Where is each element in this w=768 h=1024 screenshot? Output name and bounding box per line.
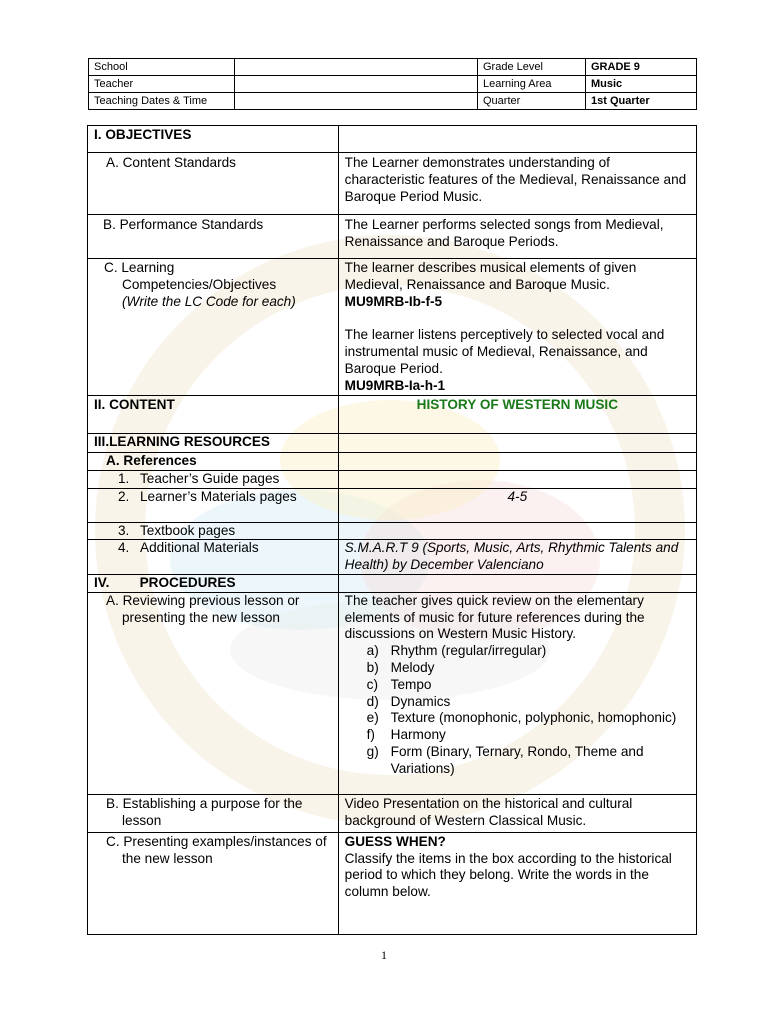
content-value: HISTORY OF WESTERN MUSIC xyxy=(338,396,696,434)
tg-pages-value xyxy=(338,470,696,488)
procedures-title: IV. PROCEDURES xyxy=(88,574,339,592)
resources-empty-cell xyxy=(338,434,696,453)
header-info-table xyxy=(88,58,697,110)
school-label: School xyxy=(89,59,235,76)
competencies-note: (Write the LC Code for each) xyxy=(122,293,296,309)
reviewing-label-cell xyxy=(88,592,339,794)
purpose-label-cell xyxy=(88,794,339,832)
learning-area-value: Music xyxy=(586,76,697,93)
lesson-plan-table xyxy=(87,125,697,935)
competency-code-1: MU9MRB-Ib-f-5 xyxy=(344,293,443,309)
content-title: II. CONTENT xyxy=(88,396,339,434)
presenting-text-cell xyxy=(338,832,696,934)
references-label: A. References xyxy=(88,453,339,471)
tg-pages-label: Teacher’s Guide pages xyxy=(140,470,280,486)
reviewing-label: A. Reviewing previous lesson or presenting the new lesson xyxy=(106,592,300,625)
performance-standards-text: The Learner performs selected songs from Medieval, Renaissance and Baroque Periods. xyxy=(338,215,696,259)
resources-title: III.LEARNING RESOURCES xyxy=(88,434,339,453)
presenting-label-cell xyxy=(88,832,339,934)
lm-pages-label: Learner’s Materials pages xyxy=(140,488,297,504)
list-item: c) Tempo xyxy=(366,676,432,692)
competency-code-2: MU9MRB-Ia-h-1 xyxy=(344,377,446,393)
additional-materials-label: Additional Materials xyxy=(140,540,259,556)
purpose-label: B. Establishing a purpose for the lesson xyxy=(106,795,303,828)
quarter-label: Quarter xyxy=(478,93,586,110)
list-item: b) Melody xyxy=(366,659,435,675)
textbook-pages-num: 3. xyxy=(118,522,130,538)
presenting-text: Classify the items in the box according to the historical period to which they belong. Write the words in the column below. xyxy=(344,850,672,900)
tg-pages-num: 1. xyxy=(118,470,130,486)
competencies-label-1: C. Learning xyxy=(104,260,175,275)
objectives-title: I. OBJECTIVES xyxy=(88,126,339,153)
competencies-cell xyxy=(88,259,339,396)
music-elements-list xyxy=(367,643,690,777)
references-empty-cell xyxy=(338,453,696,471)
competency-text-1: The learner describes musical elements of given Medieval, Renaissance and Baroque Music. xyxy=(344,260,637,292)
quarter-value: 1st Quarter xyxy=(586,93,697,110)
list-item: f) Harmony xyxy=(366,727,446,743)
dates-label: Teaching Dates & Time xyxy=(89,93,235,110)
tg-pages-cell xyxy=(88,470,339,488)
page-number: 1 xyxy=(381,948,387,962)
grade-label: Grade Level xyxy=(478,59,586,76)
list-item: d) Dynamics xyxy=(366,693,451,709)
learning-area-label: Learning Area xyxy=(478,76,586,93)
reviewing-text-cell xyxy=(338,592,696,794)
list-item: a) Rhythm (regular/irregular) xyxy=(366,643,547,659)
content-standards-label: A. Content Standards xyxy=(88,153,339,215)
procedures-empty-cell xyxy=(338,574,696,592)
reviewing-text: The teacher gives quick review on the elementary elements of music for future references during the discussions on Western Music History. xyxy=(344,592,645,642)
lm-pages-num: 2. xyxy=(118,488,130,504)
school-value xyxy=(235,59,478,76)
list-item: e) Texture (monophonic, polyphonic, homophonic) xyxy=(366,710,677,726)
textbook-pages-label: Textbook pages xyxy=(140,522,236,538)
additional-materials-num: 4. xyxy=(118,540,130,556)
competencies-text-cell xyxy=(338,259,696,396)
guess-when-title: GUESS WHEN? xyxy=(344,833,446,849)
purpose-text: Video Presentation on the historical and cultural background of Western Classical Music. xyxy=(338,794,696,832)
lm-pages-cell xyxy=(88,488,339,522)
grade-value: GRADE 9 xyxy=(586,59,697,76)
teacher-label: Teacher xyxy=(89,76,235,93)
textbook-pages-cell xyxy=(88,522,339,540)
content-standards-text: The Learner demonstrates understanding of characteristic features of the Medieval, Renaissance and Baroque Period Music. xyxy=(338,153,696,215)
competencies-label-2: Competencies/Objectives xyxy=(122,276,277,292)
competency-text-2: The learner listens perceptively to selected vocal and instrumental music of Medieval, Renaissance, and Baroque Period. xyxy=(344,327,665,376)
additional-materials-value: S.M.A.R.T 9 (Sports, Music, Arts, Rhythmic Talents and Health) by December Valenciano xyxy=(338,540,696,575)
lm-pages-value: 4-5 xyxy=(338,488,696,522)
performance-standards-label: B. Performance Standards xyxy=(88,215,339,259)
list-item: g) Form (Binary, Ternary, Rondo, Theme and Variations) xyxy=(366,743,644,776)
dates-value xyxy=(235,93,478,110)
textbook-pages-value xyxy=(338,522,696,540)
additional-materials-cell xyxy=(88,540,339,575)
teacher-value xyxy=(235,76,478,93)
presenting-label: C. Presenting examples/instances of the new lesson xyxy=(106,833,327,866)
objectives-empty-cell xyxy=(338,126,696,153)
